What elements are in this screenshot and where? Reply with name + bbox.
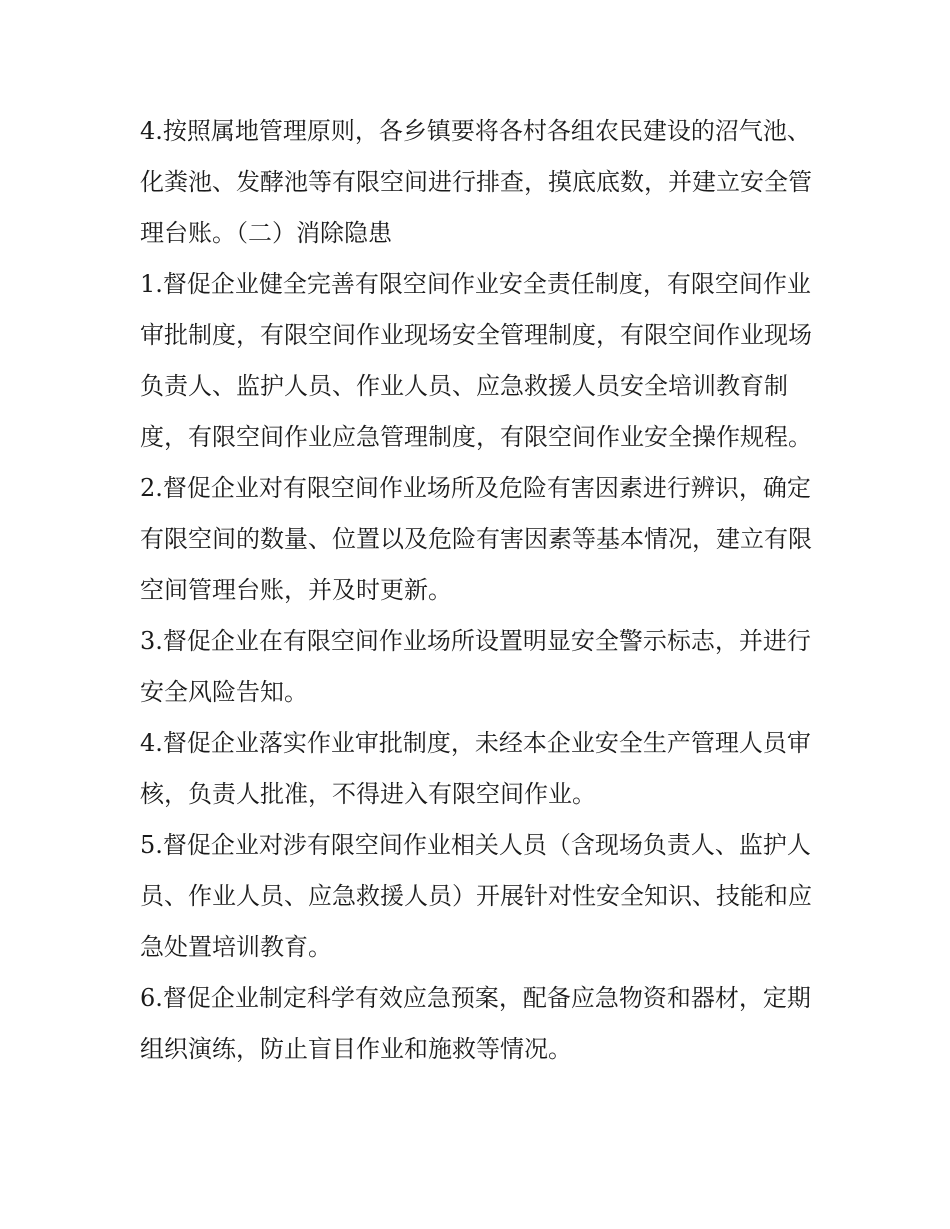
paragraph-hazard-identification: 2.督促企业对有限空间作业场所及危险有害因素进行辨识，确定有限空间的数量、位置以及危险有害因素等基本情况，建立有限空间管理台账，并及时更新。 bbox=[140, 474, 812, 604]
paragraph-warning-signs: 3.督促企业在有限空间作业场所设置明显安全警示标志，并进行安全风险告知。 bbox=[140, 627, 811, 706]
paragraph-approval-system: 4.督促企业落实作业审批制度，未经本企业安全生产管理人员审核，负责人批准，不得进入有限空间作业。 bbox=[140, 729, 811, 808]
paragraph-safety-system: 1.督促企业健全完善有限空间作业安全责任制度，有限空间作业审批制度，有限空间作业现场安全管理制度，有限空间作业现场负责人、监护人员、作业人员、应急救援人员安全培训教育制度，有限空间作业应急管理制度，有限空间作业安全操作规程。 bbox=[140, 270, 812, 451]
paragraph-emergency-plan: 6.督促企业制定科学有效应急预案，配备应急物资和器材，定期组织演练，防止盲目作业和施救等情况。 bbox=[140, 984, 811, 1063]
paragraph-training: 5.督促企业对涉有限空间作业相关人员（含现场负责人、监护人员、作业人员、应急救援人员）开展针对性安全知识、技能和应急处置培训教育。 bbox=[140, 831, 812, 961]
document-body bbox=[140, 106, 820, 1075]
paragraph-survey-biogas: 4.按照属地管理原则，各乡镇要将各村各组农民建设的沼气池、化粪池、发酵池等有限空间进行排查，摸底底数，并建立安全管理台账。（二）消除隐患 bbox=[140, 117, 812, 247]
